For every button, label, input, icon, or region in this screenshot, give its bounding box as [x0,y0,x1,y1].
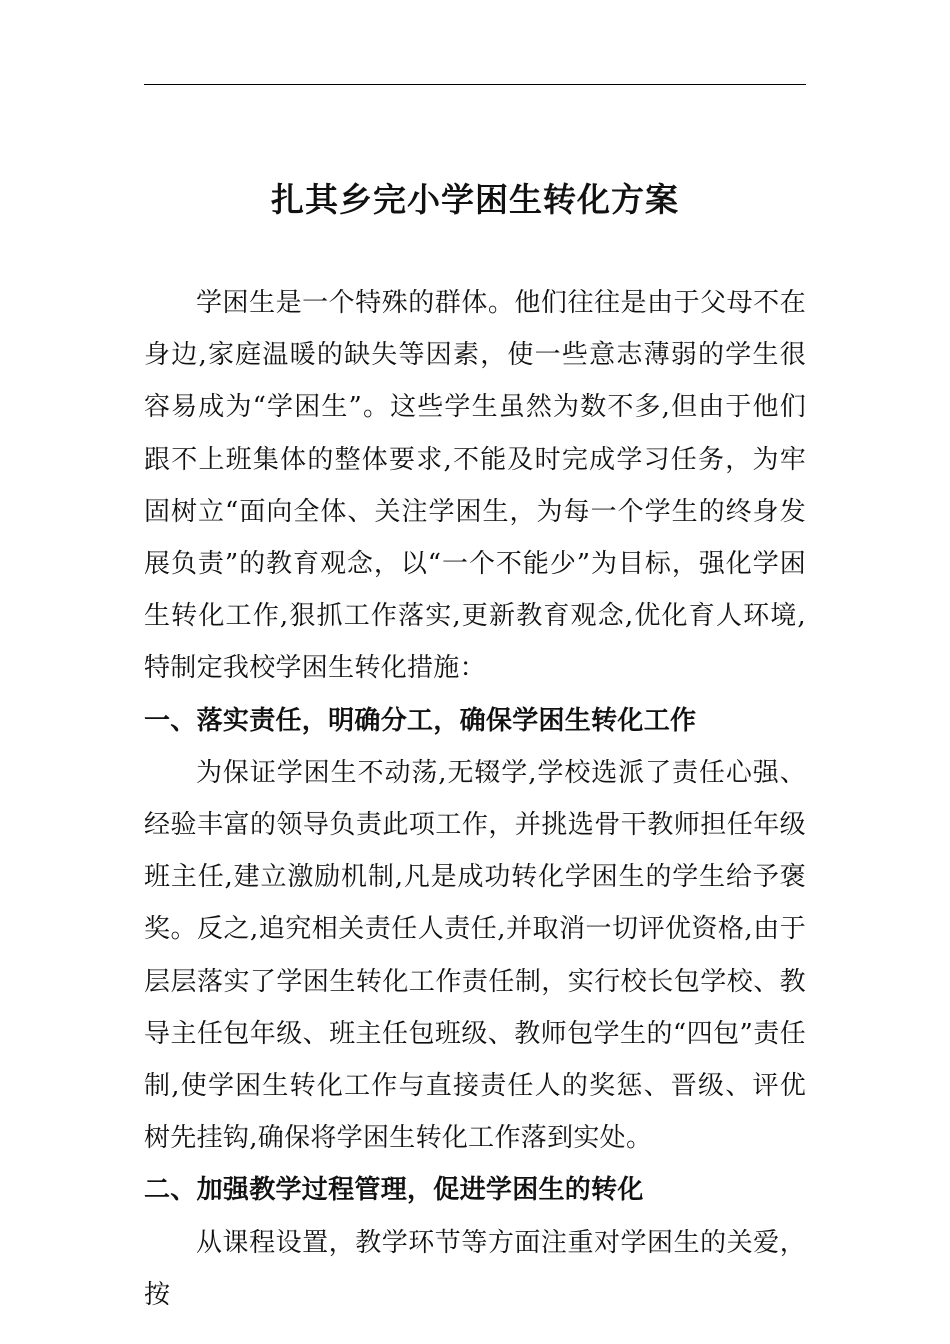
intro-paragraph: 学困生是一个特殊的群体。他们往往是由于父母不在身边,家庭温暖的缺失等因素，使一些意志薄弱的学生很容易成为“学困生”。这些学生虽然为数不多,但由于他们跟不上班集体的整体要求,不能及时完成学习任务，为牢固树立“面向全体、关注学困生，为每一个学生的终身发展负责”的教育观念，以“一个不能少”为目标，强化学困生转化工作,狠抓工作落实,更新教育观念,优化育人环境,特制定我校学困生转化措施： [144,288,806,684]
section-2-heading: 二、加强教学过程管理，促进学困生的转化 [144,1175,644,1206]
document-title: 扎其乡完小学困生转化方案 [271,180,679,219]
document-body [144,277,806,1321]
section-1-heading: 一、落实责任，明确分工，确保学困生转化工作 [144,705,697,736]
section-2-paragraph: 从课程设置，教学环节等方面注重对学困生的关爱，按 [144,1227,806,1310]
section-1-paragraph: 为保证学困生不动荡,无辍学,学校选派了责任心强、经验丰富的领导负责此项工作，并挑选骨干教师担任年级班主任,建立激励机制,凡是成功转化学困生的学生给予褒奖。反之,追究相关责任人责任,并取消一切评优资格,由于层层落实了学困生转化工作责任制，实行校长包学校、教导主任包年级、班主任包班级、教师包学生的“四包”责任制,使学困生转化工作与直接责任人的奖惩、晋级、评优树先挂钩,确保将学困生转化工作落到实处。 [144,757,806,1154]
header-rule [144,84,806,85]
